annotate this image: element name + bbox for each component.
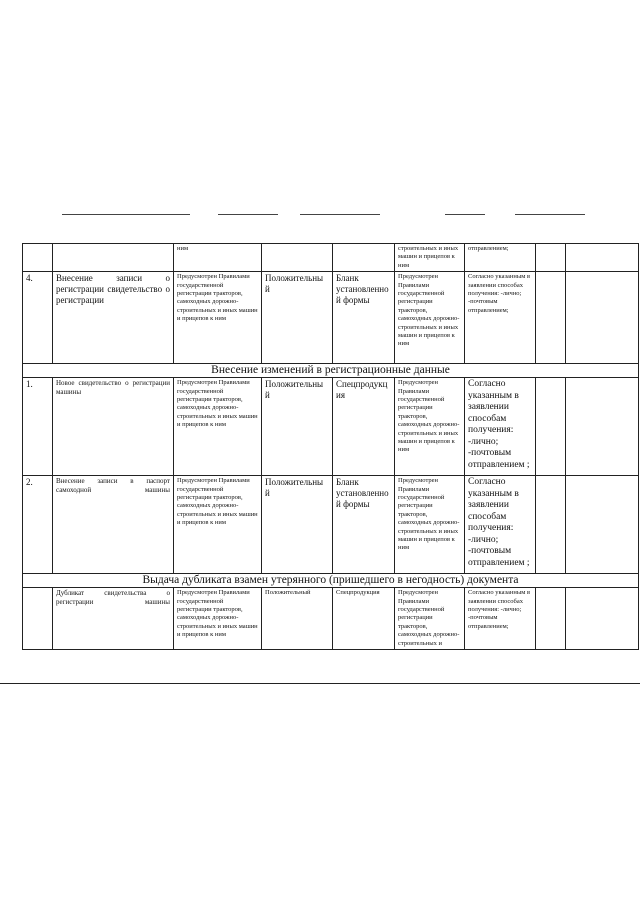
delivery-method: Согласно указанным в заявлении способам получения: -лично; -почтовым отправлением ; <box>465 378 536 476</box>
table-row <box>23 272 639 364</box>
service-rules: Предусмотрен Правилами государственной регистрации тракторов, самоходных дорожно-строительных и иных машин и прицепов к ним <box>395 272 465 364</box>
services-table <box>22 243 639 650</box>
delivery-method: отправлением; <box>465 244 536 272</box>
empty-cell <box>536 588 566 650</box>
empty-cell <box>566 588 639 650</box>
service-result: Положительны й <box>262 476 333 574</box>
empty-cell <box>536 378 566 476</box>
table-row <box>23 378 639 476</box>
service-name: Внесение записи о регистрации свидетельство о регистрации <box>53 272 174 364</box>
empty-cell <box>566 272 639 364</box>
service-basis: ним <box>174 244 262 272</box>
service-result: Положительны й <box>262 378 333 476</box>
result-document: Бланк установленно й формы <box>333 476 395 574</box>
service-rules: Предусмотрен Правилами государственной регистрации тракторов, самоходных дорожно-строительных и иных машин и прицепов к ним <box>395 476 465 574</box>
empty-cell <box>566 476 639 574</box>
service-name: Новое свидетельство о регистрации машины <box>53 378 174 476</box>
result-document <box>333 244 395 272</box>
service-rules: Предусмотрен Правилами государственной регистрации тракторов, самоходных дорожно-строительных и <box>395 588 465 650</box>
row-number: 1. <box>23 378 53 476</box>
service-name <box>53 244 174 272</box>
empty-cell <box>536 244 566 272</box>
result-document: Бланк установленно й формы <box>333 272 395 364</box>
service-basis: Предусмотрен Правилами государственной регистрации тракторов, самоходных дорожно-строительных и иных машин и прицепов к ним <box>174 476 262 574</box>
empty-cell <box>536 272 566 364</box>
service-basis: Предусмотрен Правилами государственной регистрации тракторов, самоходных дорожно-строительных и иных машин и прицепов к ним <box>174 272 262 364</box>
service-rules: Предусмотрен Правилами государственной регистрации тракторов, самоходных дорожно-строительных и иных машин и прицепов к ним <box>395 378 465 476</box>
empty-cell <box>566 378 639 476</box>
scan-line-bottom <box>0 683 640 684</box>
scan-line-top <box>300 214 380 215</box>
row-number: 4. <box>23 272 53 364</box>
result-document: Спецпродукция <box>333 588 395 650</box>
section-title-changes: Внесение изменений в регистрационные данные <box>23 364 639 378</box>
table-row <box>23 244 639 272</box>
service-rules: строительных и иных машин и прицепов к ним <box>395 244 465 272</box>
row-number: 2. <box>23 476 53 574</box>
table-row <box>23 588 639 650</box>
empty-cell <box>536 476 566 574</box>
service-name: Дубликат свидетельства о регистрации машины <box>53 588 174 650</box>
result-document: Спецпродукц ия <box>333 378 395 476</box>
scan-line-top <box>62 214 190 215</box>
service-name: Внесение записи в паспорт самоходной машины <box>53 476 174 574</box>
delivery-method: Согласно указанным в заявлении способах получения: -лично; -почтовым отправлением; <box>465 272 536 364</box>
delivery-method: Согласно указанным в заявлении способам получения: -лично; -почтовым отправлением ; <box>465 476 536 574</box>
service-result: Положительны й <box>262 272 333 364</box>
empty-cell <box>566 244 639 272</box>
table-row <box>23 476 639 574</box>
row-number <box>23 244 53 272</box>
scan-line-top <box>445 214 485 215</box>
service-basis: Предусмотрен Правилами государственной регистрации тракторов, самоходных дорожно-строительных и иных машин и прицепов к ним <box>174 588 262 650</box>
scan-line-top <box>218 214 278 215</box>
section-title-duplicate: Выдача дубликата взамен утерянного (пришедшего в негодность) документа <box>23 574 639 588</box>
service-result: Положительный <box>262 588 333 650</box>
service-basis: Предусмотрен Правилами государственной регистрации тракторов, самоходных дорожно-строительных и иных машин и прицепов к ним <box>174 378 262 476</box>
service-result <box>262 244 333 272</box>
delivery-method: Согласно указанным в заявлении способах получения: -лично; -почтовым отправлением; <box>465 588 536 650</box>
scan-line-top <box>515 214 585 215</box>
section-row <box>23 574 639 588</box>
row-number <box>23 588 53 650</box>
section-row <box>23 364 639 378</box>
